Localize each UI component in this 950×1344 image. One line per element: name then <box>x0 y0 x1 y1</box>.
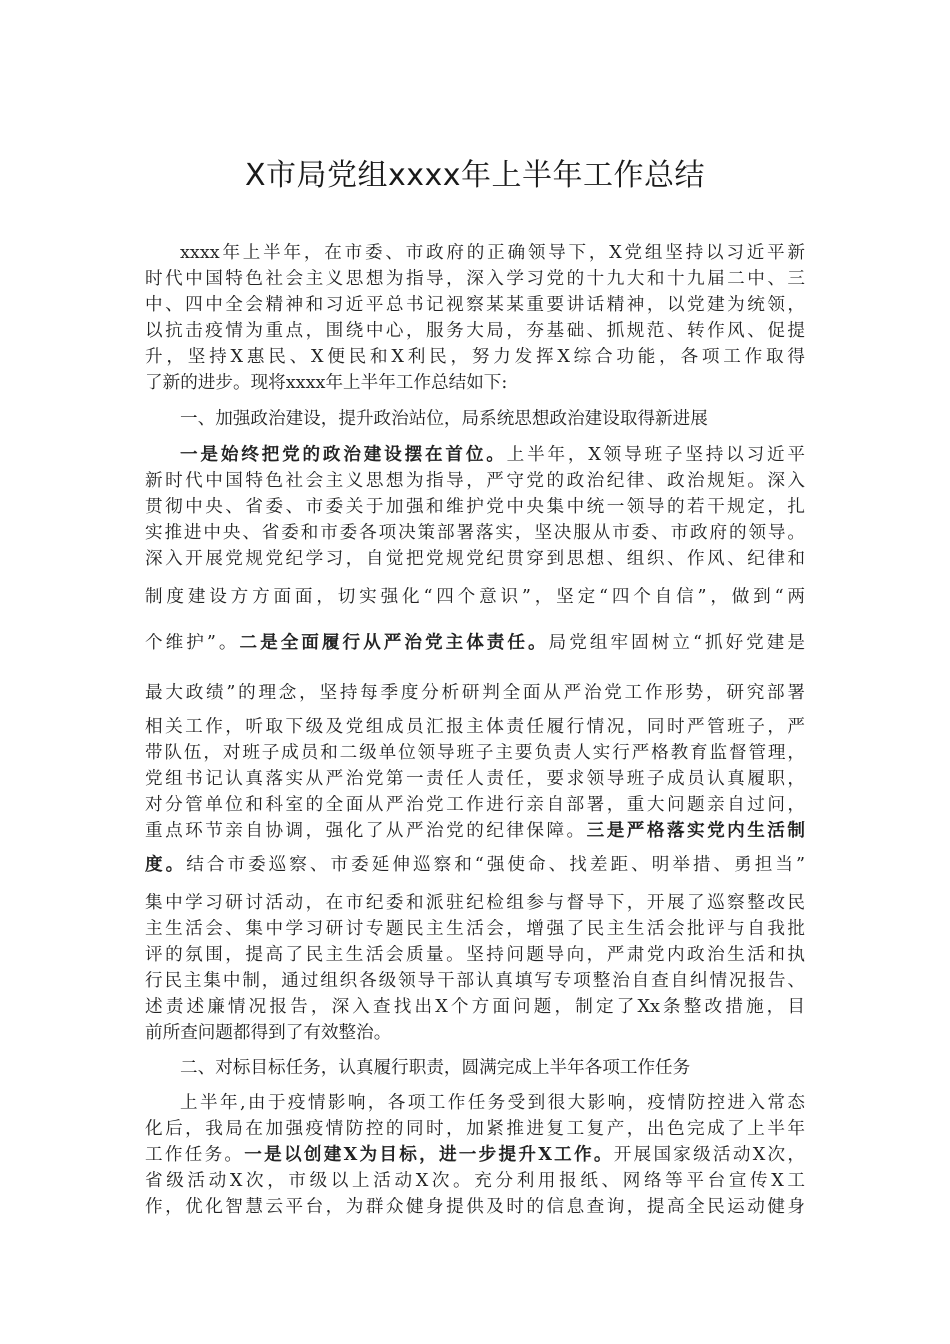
text-line: 以抗击疫情为重点，围绕中心，服务大局，夯基础、抓规范、转作风、促提 <box>145 321 805 341</box>
text-line: 对分管单位和科室的全面从严治党工作进行亲自部署，重大问题亲自过问， <box>145 795 805 815</box>
text-run: 结合市委巡察、市委延伸巡察和“强使命、找差距、明举措、勇担当” <box>186 855 805 875</box>
text-line: 上半年,由于疫情影响，各项工作任务受到很大影响，疫情防控进入常态 <box>180 1093 805 1113</box>
bold-lead: 一是始终把党的政治建设摆在首位。 <box>180 444 507 465</box>
bold-lead: 一是以创建X为目标，进一步提升X工作。 <box>244 1144 614 1165</box>
text-line: 作，优化智慧云平台，为群众健身提供及时的信息查询，提高全民运动健身 <box>145 1197 805 1217</box>
text-line: 贯彻中央、省委、市委关于加强和维护党中央集中统一领导的若干规定，扎 <box>145 497 805 517</box>
text-line: 了新的进步。现将xxxx年上半年工作总结如下: <box>145 373 508 393</box>
text-line: 主生活会、集中学习研讨专题民主生活会，增强了民主生活会批评与自我批 <box>145 919 805 939</box>
text-run: 重点环节亲自协调，强化了从严治党的纪律保障。 <box>145 821 587 841</box>
text-line <box>145 630 805 656</box>
text-line: 省级活动X次，市级以上活动X次。充分利用报纸、网络等平台宣传X工 <box>145 1171 805 1191</box>
text-line: 深入开展党规党纪学习，自觉把党规党纪贯穿到思想、组织、作风、纪律和 <box>145 549 805 569</box>
text-run: 局党组牢固树立“抓好党建是 <box>548 633 805 653</box>
text-line <box>145 852 805 878</box>
text-run: 个维护”。 <box>145 633 240 653</box>
text-line <box>180 442 805 468</box>
text-line: 评的氛围，提高了民主生活会质量。坚持问题导向，严肃党内政治生活和执 <box>145 945 805 965</box>
text-line: 党组书记认真落实从严治党第一责任人责任，要求领导班子成员认真履职， <box>145 769 805 789</box>
text-line: 行民主集中制，通过组织各级领导干部认真填写专项整治自查自纠情况报告、 <box>145 971 805 991</box>
text-line: 集中学习研讨活动，在市纪委和派驻纪检组参与督导下，开展了巡察整改民 <box>145 893 805 913</box>
text-line: 最大政绩”的理念，坚持每季度分析研判全面从严治党工作形势，研究部署 <box>145 683 805 703</box>
section-heading-2: 二、对标目标任务，认真履行职责，圆满完成上半年各项工作任务 <box>180 1058 691 1078</box>
text-run: 工作任务。 <box>145 1145 245 1165</box>
text-line: 相关工作，听取下级及党组成员汇报主体责任履行情况，同时严管班子，严 <box>145 717 805 737</box>
text-line: 升，坚持X惠民、X便民和X利民，努力发挥X综合功能，各项工作取得 <box>145 347 805 367</box>
text-line: 新时代中国特色社会主义思想为指导，严守党的政治纪律、政治规矩。深入 <box>145 471 805 491</box>
text-line <box>145 1142 805 1168</box>
text-line: 实推进中央、省委和市委各项决策部署落实，坚决服从市委、市政府的领导。 <box>145 523 805 543</box>
document-title: X市局党组xxxx年上半年工作总结 <box>244 158 706 193</box>
text-line: 时代中国特色社会主义思想为指导，深入学习党的十九大和十九届二中、三 <box>145 269 805 289</box>
text-line: 化后，我局在加强疫情防控的同时，加紧推进复工复产，出色完成了上半年 <box>145 1119 805 1139</box>
text-line <box>145 818 805 844</box>
text-run: 开展国家级活动X次， <box>613 1145 805 1165</box>
text-line: 前所查问题都得到了有效整治。 <box>145 1023 392 1043</box>
bold-lead: 三是严格落实党内生活制 <box>586 820 805 841</box>
bold-lead: 二是全面履行从严治党主体责任。 <box>239 632 549 653</box>
text-run: 上半年，X领导班子坚持以习近平 <box>506 445 805 465</box>
text-line: 述责述廉情况报告，深入查找出X个方面问题，制定了Xx条整改措施，目 <box>145 997 805 1017</box>
text-line: 带队伍，对班子成员和二级单位领导班子主要负责人实行严格教育监督管理， <box>145 743 805 763</box>
bold-lead: 度。 <box>145 854 187 875</box>
text-line: 制度建设方方面面，切实强化“四个意识”，坚定“四个自信”，做到“两 <box>145 587 805 607</box>
text-line: 中、四中全会精神和习近平总书记视察某某重要讲话精神，以党建为统领， <box>145 295 805 315</box>
section-heading-1: 一、加强政治建设，提升政治站位，局系统思想政治建设取得新进展 <box>180 409 708 429</box>
text-line: xxxx年上半年，在市委、市政府的正确领导下，X党组坚持以习近平新 <box>180 243 805 263</box>
